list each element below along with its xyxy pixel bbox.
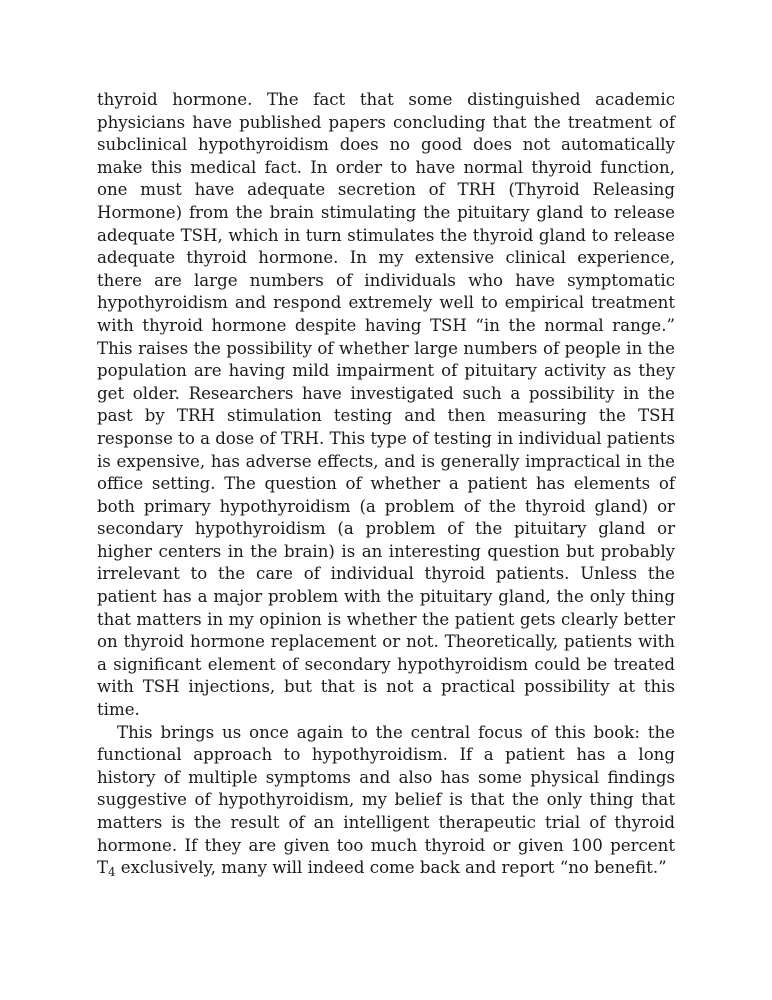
paragraph-2-text-end: exclusively, many will indeed come back and report “no benefit.”: [115, 858, 667, 878]
book-page-body: [97, 89, 675, 880]
paragraph-1: [97, 89, 675, 722]
paragraph-1-text: thyroid hormone. The fact that some distinguished academic physicians have published papers concluding that the treatment of subclinical hypothyroidism does no good does not automatically make this medical fact. In order to have normal thyroid function, one must have adequate secretion of TRH (Thyroid Releasing Hormone) from the brain stimulating the pituitary gland to release adequate TSH, which in turn stimulates the thyroid gland to release adequate thyroid hormone. In my extensive clinical experience, there are large numbers of individuals who have symptomatic hypothyroidism and respond extremely well to empirical treatment with thyroid hormone despite having TSH “in the normal range.” This raises the possibility of whether large numbers of people in the population are having mild impairment of pituitary activity as they get older. Researchers have investigated such a possibility in the past by TRH stimulation testing and then measuring the TSH response to a dose of TRH. This type of testing in individual patients is expensive, has adverse effects, and is generally impractical in the office setting. The question of whether a patient has elements of both primary hypothyroidism (a problem of the thyroid gland) or secondary hypothyroidism (a problem of the pituitary gland or higher centers in the brain) is an interesting question but probably irrelevant to the care of individual thyroid patients. Unless the patient has a major problem with the pituitary gland, the only thing that matters in my opinion is whether the patient gets clearly better on thyroid hormone replacement or not. Theoretically, patients with a significant element of secondary hypothyroidism could be treated with TSH injections, but that is not a practical possibility at this time.: [97, 90, 675, 720]
paragraph-2-text-start: This brings us once again to the central focus of this book: the functional approach to hypothyroidism. If a patient has a long history of multiple symptoms and also has some physical findings suggestive of hypothyroidism, my belief is that the only thing that matters is the result of an intelligent therapeutic trial of thyroid hormone. If they are given too much thyroid or given 100 percent T: [97, 722, 675, 878]
t4-subscript: 4: [108, 865, 116, 880]
paragraph-2: [97, 722, 675, 880]
